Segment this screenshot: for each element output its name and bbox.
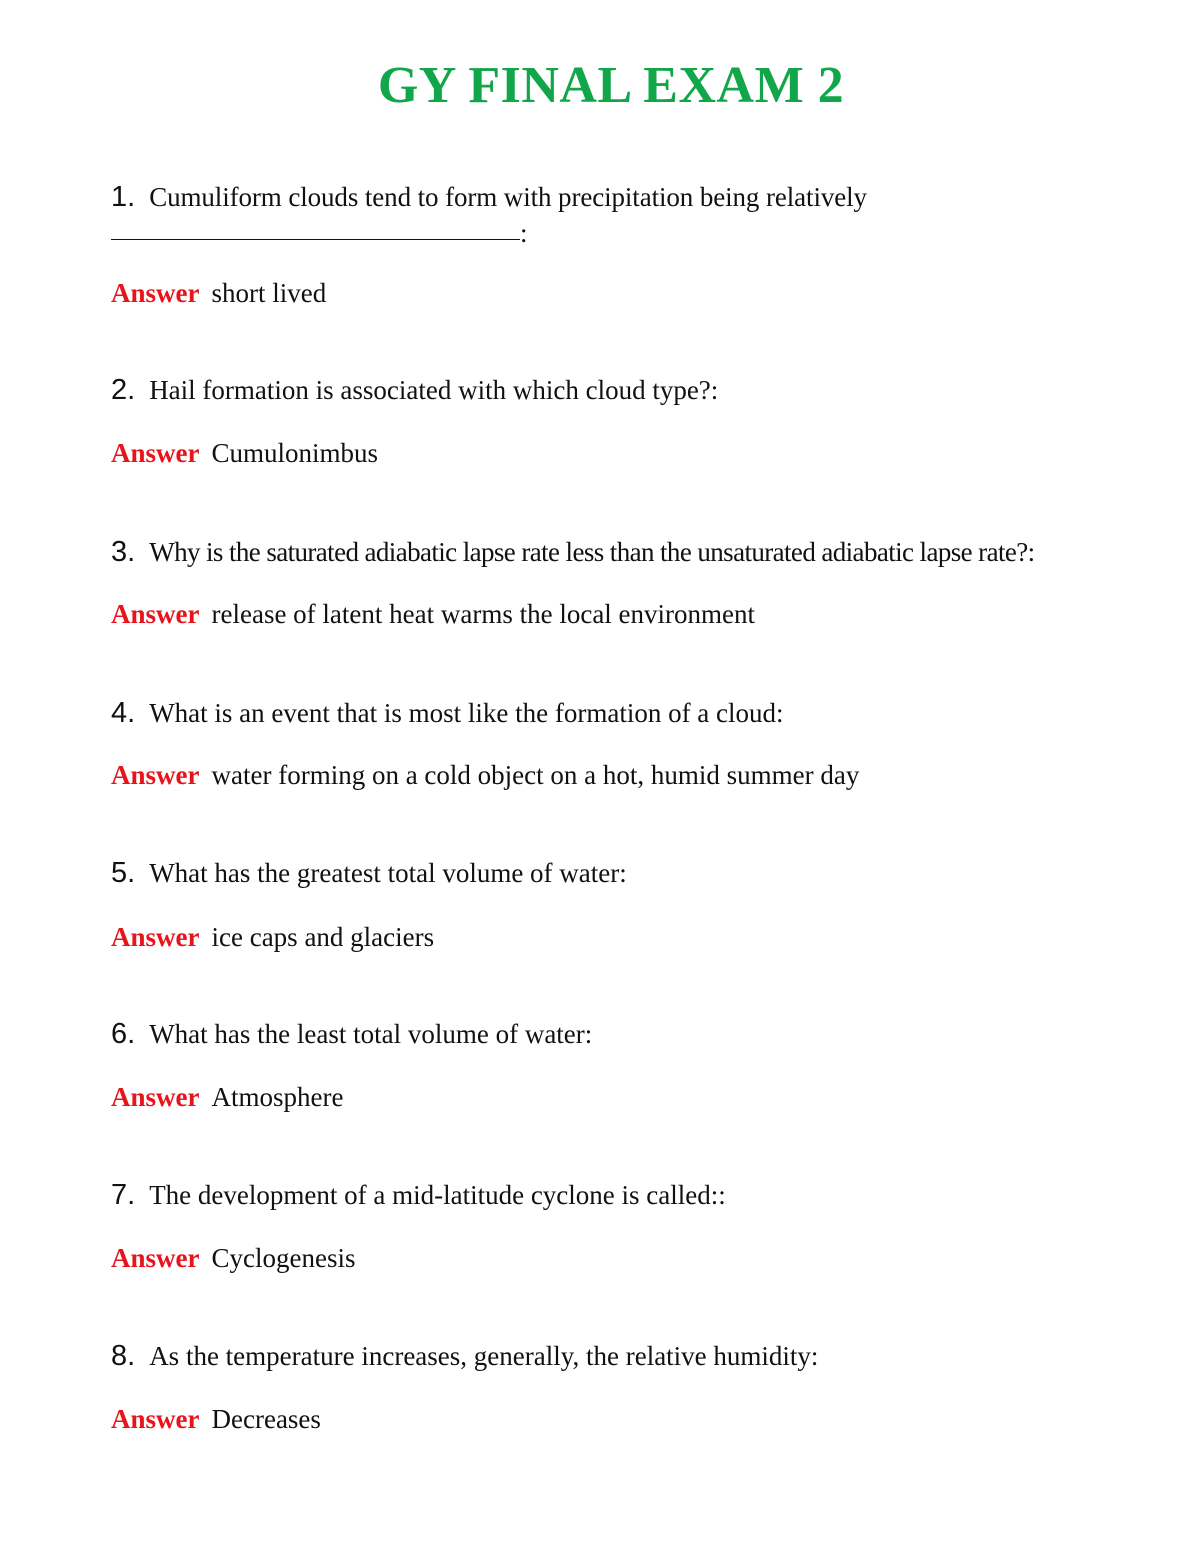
question-text: As the temperature increases, generally, the relative humidity: <box>149 1341 819 1371</box>
question-block-8 <box>111 1339 1111 1434</box>
question-number: 2. <box>111 374 136 406</box>
answer-8 <box>111 1402 321 1436</box>
answer-text: short lived <box>211 278 327 308</box>
question-4 <box>111 696 1111 730</box>
question-block-2 <box>111 373 1111 468</box>
answer-7 <box>111 1241 355 1275</box>
answer-4 <box>111 758 859 792</box>
answer-label: Answer <box>111 278 200 308</box>
question-number: 6. <box>111 1018 136 1050</box>
question-7 <box>111 1178 1111 1212</box>
question-number: 8. <box>111 1340 136 1372</box>
question-1 <box>111 180 1111 214</box>
question-text: Cumuliform clouds tend to form with precipitation being relatively <box>149 182 867 212</box>
question-text: Hail formation is associated with which cloud type?: <box>149 375 719 405</box>
answer-label: Answer <box>111 438 200 468</box>
question-number: 7. <box>111 1179 136 1211</box>
answer-label: Answer <box>111 1243 200 1273</box>
answer-1 <box>111 276 326 310</box>
exam-title: GY FINAL EXAM 2 <box>377 57 845 114</box>
question-block-1 <box>111 180 1111 308</box>
question-6 <box>111 1017 1111 1051</box>
answer-label: Answer <box>111 1082 200 1112</box>
answer-text: Cumulonimbus <box>211 438 379 468</box>
question-block-5 <box>111 856 1111 952</box>
question-number: 1. <box>111 181 136 213</box>
answer-text: Decreases <box>211 1404 321 1434</box>
answer-text: water forming on a cold object on a hot, humid summer day <box>211 760 860 790</box>
question-number: 4. <box>111 697 136 729</box>
answer-text: release of latent heat warms the local environment <box>211 599 756 629</box>
question-block-6 <box>111 1017 1111 1112</box>
blank-suffix: : <box>520 218 528 248</box>
question-block-3 <box>111 535 1111 629</box>
answer-text: Cyclogenesis <box>211 1243 356 1273</box>
question-2 <box>111 373 1111 407</box>
question-8 <box>111 1339 1111 1373</box>
answer-label: Answer <box>111 922 200 952</box>
answer-label: Answer <box>111 760 200 790</box>
answer-2 <box>111 436 378 470</box>
question-text: What has the least total volume of water: <box>149 1019 593 1049</box>
answer-blank <box>111 216 1111 250</box>
answer-text: Atmosphere <box>211 1082 344 1112</box>
question-3 <box>111 535 1111 569</box>
question-block-7 <box>111 1178 1111 1273</box>
question-number: 3. <box>111 536 136 568</box>
question-block-4 <box>111 696 1111 790</box>
question-text: Why is the saturated adiabatic lapse rate less than the unsaturated adiabatic lapse rate?: <box>149 537 1035 567</box>
question-text: What has the greatest total volume of water: <box>149 858 627 888</box>
answer-label: Answer <box>111 1404 200 1434</box>
question-number: 5. <box>111 857 136 889</box>
answer-6 <box>111 1080 343 1114</box>
question-text: The development of a mid-latitude cyclone is called:: <box>149 1180 726 1210</box>
answer-text: ice caps and glaciers <box>211 922 435 952</box>
answer-label: Answer <box>111 599 200 629</box>
answer-5 <box>111 920 434 954</box>
question-text: What is an event that is most like the formation of a cloud: <box>149 698 784 728</box>
question-5 <box>111 856 1111 890</box>
answer-3 <box>111 597 755 631</box>
blank-rule <box>111 239 520 240</box>
